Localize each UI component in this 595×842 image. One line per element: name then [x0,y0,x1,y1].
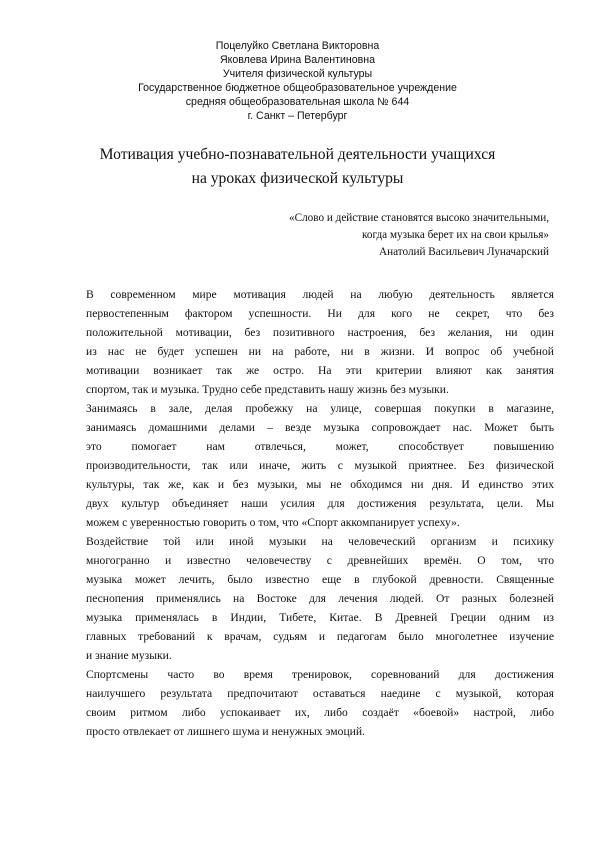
body-line: производительности, так или иначе, жить с музыкой приятнее. Без физической [86,459,554,472]
body-line: первостепенным фактором успешности. Ни для кого не секрет, что без [86,307,554,320]
body-line: наилучшего результата предпочитают оставаться наедине с музыкой, которая [86,687,554,700]
document-title-line-2: на уроках физической культуры [191,170,404,187]
body-line: двух культур объединяет наши усилия для достижения результата, цели. Мы [86,497,554,510]
body-line: главных требований к врачам, судьям и педагогам было многолетнее изучение [86,630,554,643]
body-line: это помогает нам отвлечься, может, способствует повышению [86,440,554,453]
body-line: своим ритмом либо успокаивает их, либо создаёт «боевой» настрой, либо [86,706,554,719]
body-line: можем с уверенностью говорить о том, что «Спорт аккомпанирует успеху». [86,516,460,529]
city-name: г. Санкт – Петербург [247,110,348,122]
body-line: Воздействие той или иной музыки на человеческий организм и психику [86,535,554,548]
body-line: просто отвлекает от лишнего шума и ненужных эмоций. [86,725,365,738]
author-name-1: Поцелуйко Светлана Викторовна [215,40,380,52]
author-name-2: Яковлева Ирина Валентиновна [220,54,375,66]
body-line: музыка применялась в Индии, Тибете, Китае. В Древней Греции одним из [86,611,554,624]
body-line: занимаясь домашними делами – везде музыка сопровождает нас. Может быть [86,421,554,434]
body-line: из нас не будет успешен ни на работе, ни в жизни. И вопрос об учебной [86,345,554,358]
epigraph-line-2: когда музыка берет их на свои крылья» [362,229,549,241]
body-line: спортом, так и музыка. Трудно себе представить нашу жизнь без музыки. [86,383,449,396]
institution-name: Государственное бюджетное общеобразовательное учреждение [138,82,457,94]
epigraph-author: Анатолий Васильевич Луначарский [379,246,549,258]
body-line: песнопения применялись на Востоке для лечения людей. От разных болезней [86,592,554,605]
body-line: и знание музыки. [86,649,172,662]
author-position: Учителя физической культуры [222,68,373,80]
body-line: многогранно и известно человечеству с древнейших времён. О том, что [86,554,554,567]
school-name: средняя общеобразовательная школа № 644 [185,96,410,108]
body-line: В современном мире мотивация людей на любую деятельность является [86,288,554,301]
body-line: музыка может лечить, было известно еще в глубокой древности. Священные [86,573,554,586]
body-line: положительной мотивации, без позитивного настроения, без желания, ни один [86,326,554,339]
body-line: культуры, так же, как и без музыки, мы не обходимся ни дня. И единство этих [86,478,554,491]
document-title-line-1: Мотивация учебно-познавательной деятельности учащихся [99,146,496,163]
body-line: Занимаясь в зале, делая пробежку на улице, совершая покупки в магазине, [86,402,554,415]
body-line: мотивации возникает так же остро. На эти критерии влияют как занятия [86,364,554,377]
epigraph-line-1: «Слово и действие становятся высоко значительными, [289,212,549,224]
body-line: Спортсмены часто во время тренировок, соревнований для достижения [86,668,554,681]
